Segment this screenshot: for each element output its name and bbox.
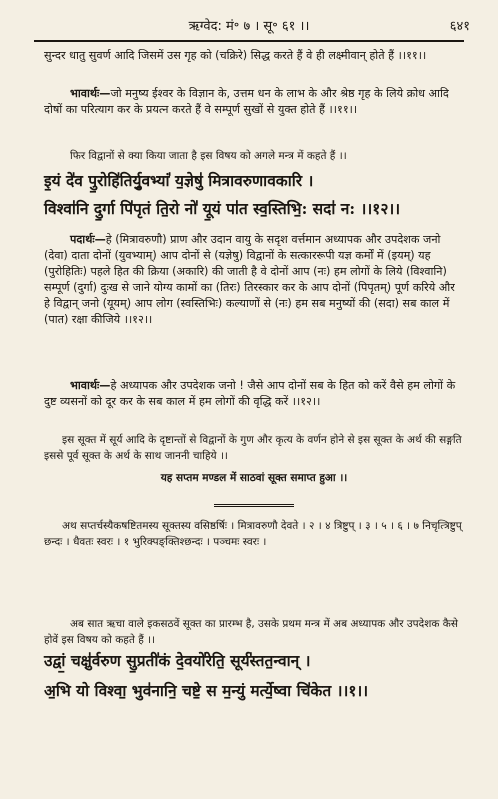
padartha — [44, 232, 464, 328]
section-divider — [214, 504, 294, 507]
bhavartha-text: जो मनुष्य ईश्वर के विज्ञान के, उत्तम धन के लाभ के और श्रेष्ठ गृह के लिये क्रोध आदि दोषों का परित्याग कर के प्रयत्न करते हैं वे सम्पूर्ण सुखों से युक्त होते हैं ।।११।। — [44, 87, 449, 116]
padartha-text: हे (मित्रावरुणौ) प्राण और उदान वायु के सदृश वर्त्तमान अध्यापक और उपदेशक जनो (देवा) दाता दोनों (युवभ्याम्) आप दोनों से (यज्ञेषु) विद्वानों के सत्काररूपी यज्ञ कर्मों में (इयम्) यह (पुरोहितिः) पहले हित की क्रिया (अकारि) की जाती है वे दोनों आप (नः) हम लोगों के लिये (विश्वानि) सम्पूर्ण (दुर्गा) दुःख से जाने योग्य कामों का (तिरः) तिरस्कार कर के आप दोनों (पिपृतम्) पूर्ण करिये और हे विद्वान् जनो (यूयम्) आप लोग (स्वस्तिभिः) कल्याणों से (नः) हम सब मनुष्यों की (सदा) सब काल में (पात) रक्षा कीजिये ।।१२।। — [44, 233, 455, 326]
mantra-1-line-2: विश्वा॑नि दु॒र्गा पि॑पृतं ति॒रो नो॑ यू॒यं पा॑त स्व॒स्तिभि॒: सदा॑ न: ।।१२।। — [44, 199, 401, 218]
sukta-meta: अथ सप्तर्चस्यैकषष्टितमस्य सूक्तस्य वसिष्ठर्षिः । मित्रावरुणौ देवते । २ । ४ त्रिष्टुप् । ३ । ५ । ६ । ७ निचृत्त्रिष्टुप् छन्दः । धैवतः स्वरः । १ भुरिक्पङ्क्तिश्छन्दः । पञ्चमः स्वरः । — [44, 520, 462, 548]
summary: इस सूक्त में सूर्य आदि के दृष्टान्तों से विद्वानों के गुण और कृत्य के वर्णन होने से इस सूक्त के अर्थ की सङ्गति इससे पूर्व सूक्त के अर्थ के साथ जाननी चाहिये ।। — [44, 434, 462, 462]
page-number: ६४१ — [449, 19, 470, 34]
intro-1: फिर विद्वानों से क्या किया जाता है इस विषय को अगले मन्त्र में कहते हैं ।। — [70, 150, 347, 162]
intro-2: अब सात ऋचा वाले इकसठवें सूक्त का प्रारम्भ है, उसके प्रथम मन्त्र में अब अध्यापक और उपदेशक कैसे होवें इस विषय को कहते हैं ।। — [44, 618, 458, 646]
conclusion: यह सप्तम मण्डल में साठवां सूक्त समाप्त हुआ ।। — [160, 472, 348, 484]
page-header — [0, 14, 498, 36]
header-rule — [34, 40, 464, 42]
bhavartha-label: भावार्थः— — [70, 87, 111, 100]
bhavartha-1 — [44, 86, 464, 118]
mantra-2-line-2: अ॒भि यो विश्वा॒ भुव॑नानि॒ चष्टे॒ स म॒न्युं मर्त्ये॒ष्वा चि॑केत ।।१।। — [44, 681, 369, 700]
mantra-2-line-1: उद्वां॒ चक्षु॑र्वरुण सु॒प्रती॑कं दे॒वयो॑रेति॒ सूर्य॑स्तत॒न्वान् । — [44, 651, 311, 670]
bhavartha-2 — [44, 378, 464, 410]
padartha-label: पदार्थः— — [70, 233, 106, 246]
bhavartha-text: हे अध्यापक और उपदेशक जनो ! जैसे आप दोनों सब के हित को करें वैसे हम लोगों के दुष्ट व्यसनों को दूर कर के सब काल में हम लोगों की वृद्धि करें ।।१२।। — [44, 379, 456, 408]
running-title: ऋग्वेद: मं॰ ७ । सू॰ ६१ ।। — [188, 19, 310, 34]
bhavartha-label: भावार्थः— — [70, 379, 111, 392]
top-paragraph: सुन्दर धातु सुवर्ण आदि जिसमें उस गृह को (चक्रिरे) सिद्ध करते हैं वे ही लक्ष्मीवान् होते हैं ।।११।। — [44, 49, 427, 62]
mantra-1-line-1: इ॒यं दे॑व पु॒रोहि॑तिर्यु॒वभ्यां॑ य॒ज्ञेषु॑ मित्रावरुणावकारि । — [44, 171, 314, 190]
